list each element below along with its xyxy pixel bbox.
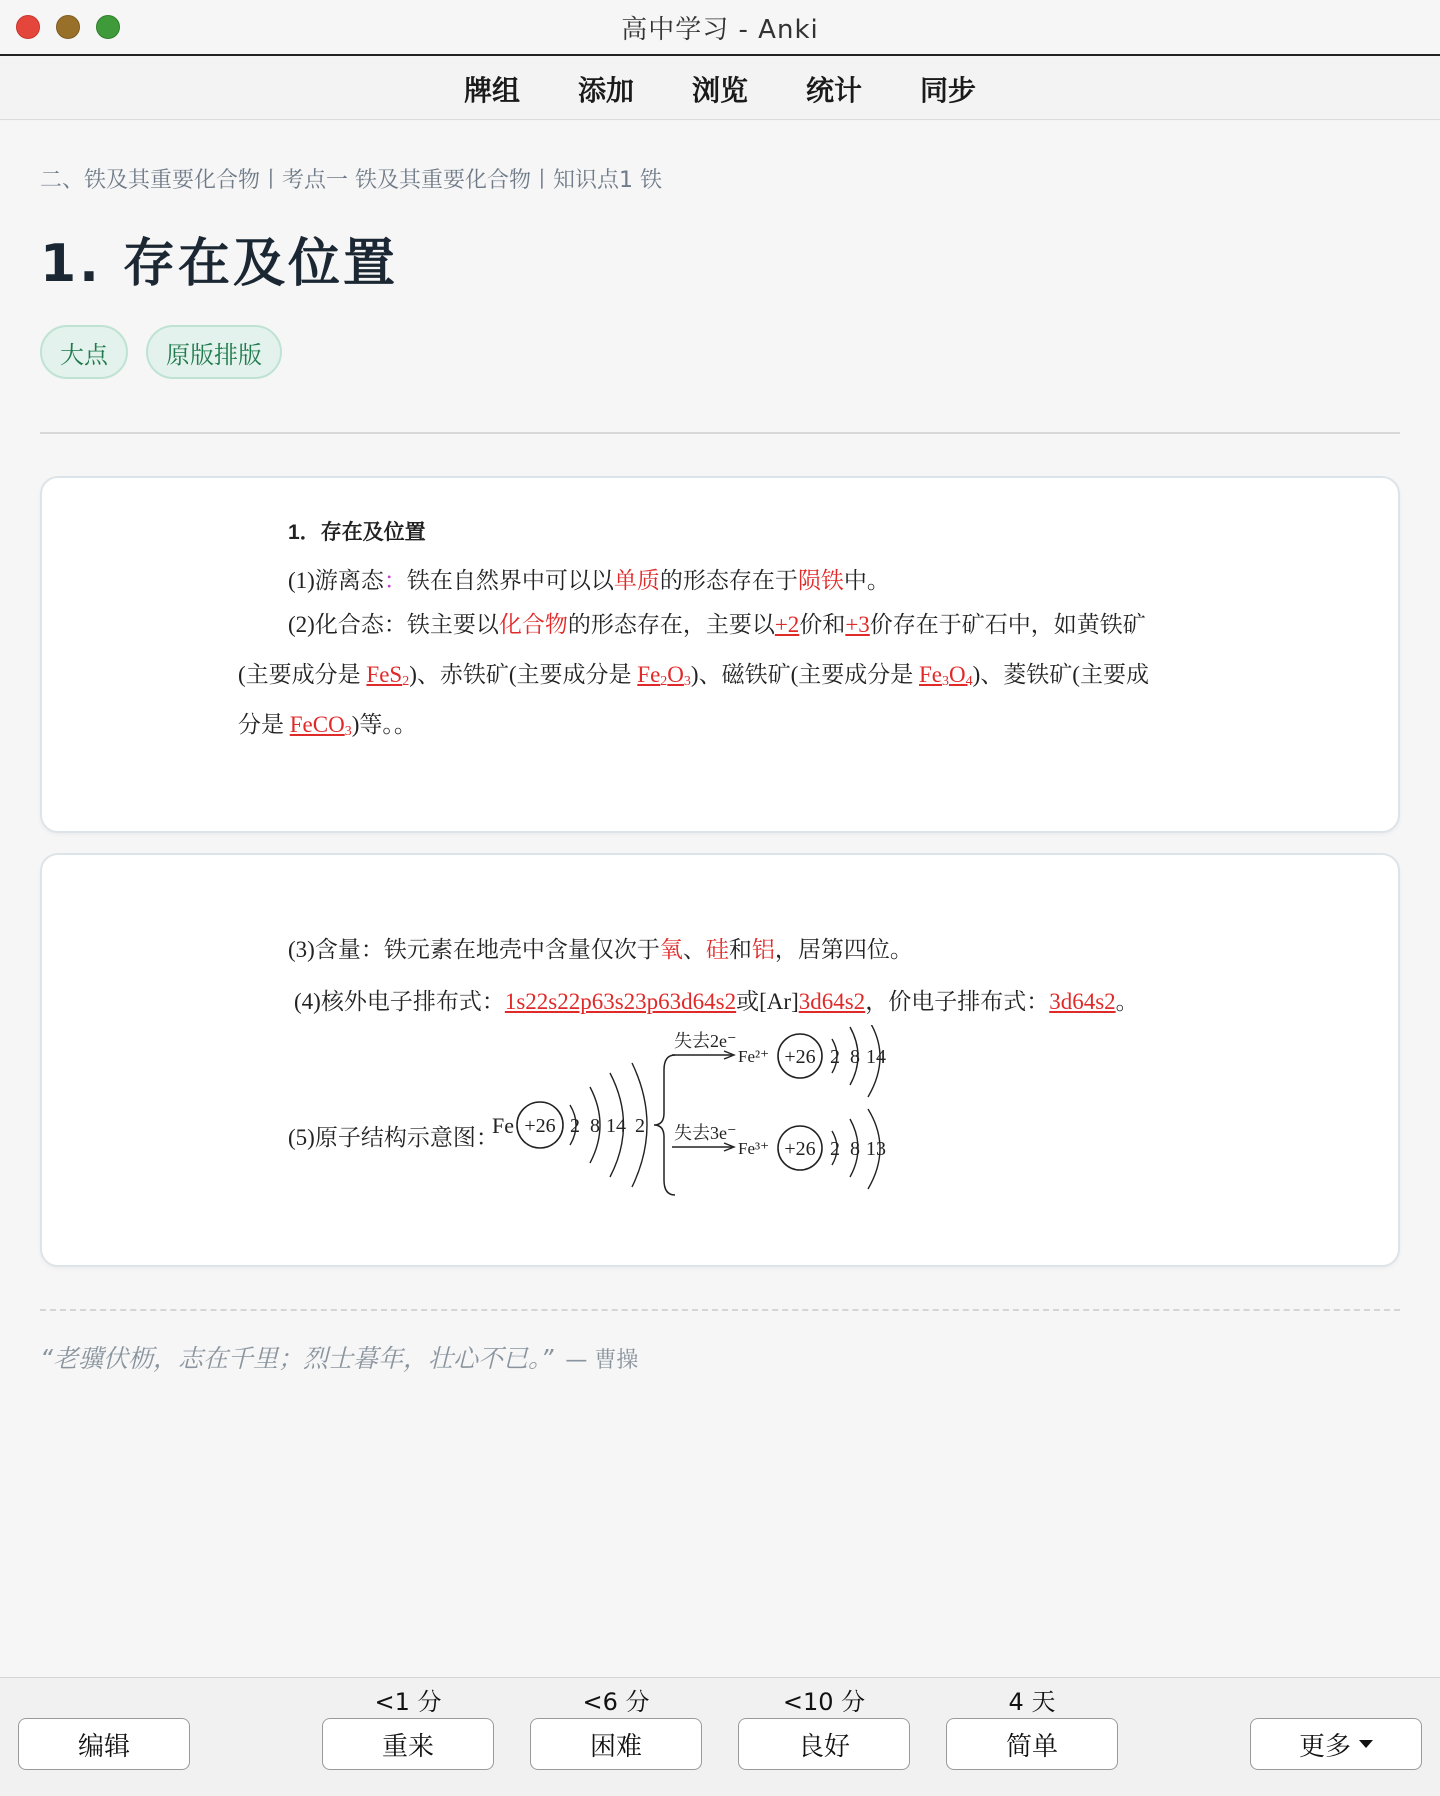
due-easy: 4 天 [1008,1688,1056,1716]
breadcrumb: 二、铁及其重要化合物丨考点一 铁及其重要化合物丨知识点1 铁 [40,168,662,193]
text-span: 。 [1115,989,1139,1014]
text-span: 价和 [799,612,846,637]
highlight-term: 单质 [613,568,660,593]
nucleus-charge: +26 [784,1138,816,1160]
nav-stats[interactable]: 统计 [806,73,863,107]
brace [654,1055,675,1195]
formula-subscript: 3 [942,674,949,689]
lower-arrow-label: 失去3e⁻ [674,1123,737,1143]
highlight-term: 陨铁 [797,568,844,593]
formula-subscript: 3 [683,674,691,689]
text-line [238,656,1149,690]
edit-button[interactable]: 编辑 [18,1718,190,1770]
text-line [288,931,913,964]
text-span: )等。。 [351,712,417,737]
text-span: 铁在自然界中可以以 [406,568,614,593]
atomic-structure-diagram [492,1025,1012,1225]
text-span: )、菱铁矿(主要成 [972,662,1149,687]
card-review-area [0,121,1440,1677]
highlight-term: 化合物 [498,612,568,637]
nav-browse[interactable]: 浏览 [691,73,748,107]
minimize-icon[interactable] [56,15,80,39]
text-span: 、 [682,937,706,962]
easy-button[interactable]: 简单 [946,1718,1118,1770]
text-span: 中。 [843,568,890,593]
atom-diagram-svg [492,1025,1012,1225]
text-line [238,706,417,740]
tag-list [40,325,282,379]
shell-count: 2 [570,1115,580,1137]
card-heading: 1．存在及位置 [288,521,426,544]
more-button[interactable] [1250,1718,1422,1770]
text-span: )、磁铁矿(主要成分是 [690,662,919,687]
due-hard: <6 分 [582,1688,650,1716]
text-span: 和 [728,937,752,962]
text-span: )、赤铁矿(主要成分是 [409,662,638,687]
close-icon[interactable] [16,15,40,39]
text-span: 分是 [238,712,290,737]
highlight-term: +3 [845,612,870,637]
formula-fe3o4 [919,662,973,687]
formula-part: O [949,662,966,687]
text-span: (4)核外电子排布式： [294,989,505,1014]
nav-add[interactable]: 添加 [577,73,634,107]
nav-sync[interactable]: 同步 [920,73,977,107]
lower-ion: Fe³⁺ [738,1139,770,1158]
text-span: ，价电子排布式： [865,989,1050,1014]
divider [40,432,1400,434]
nav-decks[interactable]: 牌组 [463,73,520,107]
again-button[interactable]: 重来 [322,1718,494,1770]
formula-subscript: 4 [965,674,973,689]
good-button[interactable]: 良好 [738,1718,910,1770]
valence-configuration: 3d64s2 [1049,989,1116,1014]
nucleus-charge: +26 [524,1115,556,1137]
text-line [294,983,1139,1016]
note-image-card [40,476,1400,833]
window-title: 高中学习 - Anki [621,14,819,45]
text-span: ： [383,568,407,593]
highlight-term: +2 [774,612,800,637]
formula-subscript: 2 [402,674,410,689]
note-image-card [40,853,1400,1267]
hard-button[interactable]: 困难 [530,1718,702,1770]
formula-subscript: 3 [344,724,352,739]
formula-part: Fe [637,662,661,687]
caret-down-icon [1359,1740,1373,1748]
text-line [288,606,1146,639]
formula-part: Fe [919,662,942,687]
shell-count: 8 [850,1046,860,1068]
zoom-icon[interactable] [96,15,120,39]
dashed-divider [40,1309,1400,1311]
formula-fe2o3 [637,662,691,687]
quote-author: — 曹操 [565,1348,639,1373]
motivational-quote [40,1339,638,1375]
text-span: (1)游离态 [288,568,384,593]
due-again: <1 分 [374,1688,442,1716]
title-bar [0,0,1440,56]
formula-fes2 [366,662,409,687]
top-toolbar [0,58,1440,120]
text-span: 的形态存在于 [659,568,798,593]
text-span: (3)含量：铁元素在地壳中含量仅次于 [288,937,660,962]
formula-feco3 [290,712,352,737]
text-span: 或[Ar] [736,989,799,1014]
shell-count: 14 [866,1046,886,1068]
shell-count: 2 [830,1046,840,1068]
text-span: ，居第四位。 [774,937,913,962]
highlight-term: 氧 [659,937,683,962]
formula-part: FeS [366,662,403,687]
text-span: (主要成分是 [238,662,367,687]
text-span: 的形态存在，主要以 [567,612,775,637]
fe-symbol: Fe [492,1113,514,1138]
answer-bar [0,1677,1440,1796]
highlight-term: 硅 [705,937,729,962]
nucleus-charge: +26 [784,1046,816,1068]
quote-text: “老骥伏枥，志在千里；烈士暮年，壮心不已。” [40,1344,554,1373]
page-title: 1. 存在及位置 [40,234,399,294]
upper-arrow-label: 失去2e⁻ [674,1031,737,1051]
tag-pill[interactable]: 大点 [40,325,128,379]
diagram-label: (5)原子结构示意图： [288,1125,499,1150]
shell-count: 14 [606,1115,626,1137]
more-label: 更多 [1298,1731,1351,1762]
window-controls [16,15,120,39]
text-line [288,562,890,595]
tag-pill[interactable]: 原版排版 [146,325,282,379]
electron-configuration: 1s22s22p63s23p63d64s2 [504,989,737,1014]
shell-count: 2 [830,1138,840,1160]
formula-subscript: 2 [660,674,668,689]
electron-configuration-short: 3d64s2 [798,989,866,1014]
formula-part: O [667,662,684,687]
shell-count: 8 [590,1115,600,1137]
text-span: (2)化合态：铁主要以 [288,612,499,637]
text-span: 价存在于矿石中，如黄铁矿 [869,612,1146,637]
formula-part: FeCO [289,712,345,737]
shell-count: 2 [635,1115,645,1137]
due-good: <10 分 [782,1688,866,1716]
upper-ion: Fe²⁺ [738,1047,770,1066]
shell-count: 13 [866,1138,886,1160]
highlight-term: 铝 [751,937,775,962]
shell-count: 8 [850,1138,860,1160]
